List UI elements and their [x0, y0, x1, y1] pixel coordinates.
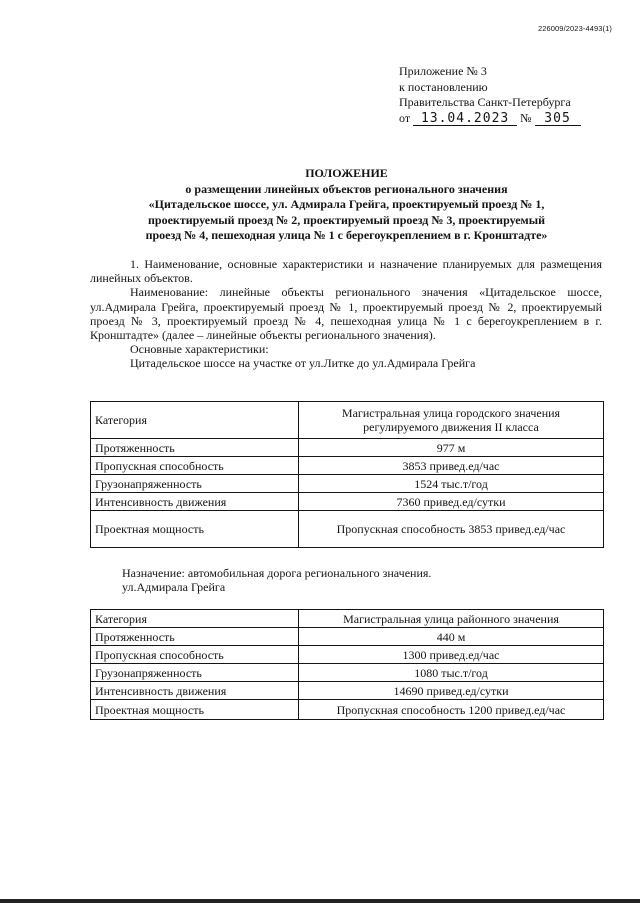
spec-table-citadel-highway — [90, 401, 604, 548]
table-cell-value: Магистральная улица городского значения регулируемого движения II класса — [299, 402, 604, 439]
title-line: проезд № 4, пешеходная улица № 1 с берегоукреплением в г. Кронштадте» — [145, 228, 548, 242]
table-cell-label: Протяженность — [91, 628, 299, 646]
paragraph: Основные характеристики: — [130, 342, 269, 357]
table-row — [91, 457, 604, 475]
spec-table-admiral-greig-street — [90, 609, 604, 720]
table-cell-value: 1080 тыс.т/год — [299, 664, 604, 682]
table-cell-label: Интенсивность движения — [91, 682, 299, 700]
table-cell-label: Пропускная способность — [91, 457, 299, 475]
table-row — [91, 610, 604, 628]
table-row — [91, 682, 604, 700]
table-cell-label: Грузонапряженность — [91, 664, 299, 682]
number-sign: № — [520, 110, 532, 125]
paragraph: 1. Наименование, основные характеристики и назначение планируемых для размещения линейных объектов. — [90, 257, 602, 286]
table-row — [91, 439, 604, 457]
table-row — [91, 628, 604, 646]
title-line: «Цитадельское шоссе, ул. Адмирала Грейга, проектируемый проезд № 1, — [148, 197, 545, 211]
document-id: 226009/2023-4493(1) — [537, 24, 612, 33]
paragraph: Наименование: линейные объекты регионального значения «Цитадельское шоссе, ул.Адмирала Грейга, проектируемый проезд № 1, проектируемый проезд № 2, проектируемый проезд № 3, проектируемый проезд № 4, пешеходная улица № 1 с берегоукреплением в г. Кронштадте» (далее – линейные объекты регионального значения). — [90, 285, 602, 343]
table-row — [91, 664, 604, 682]
paragraph: Цитадельское шоссе на участке от ул.Литке до ул.Адмирала Грейга — [130, 356, 476, 371]
table-cell-label: Интенсивность движения — [91, 493, 299, 511]
table-cell-value: 3853 привед.ед/час — [299, 457, 604, 475]
appendix-line: к постановлению — [399, 79, 488, 94]
purpose-note: Назначение: автомобильная дорога регионального значения. — [122, 566, 432, 580]
table-row — [91, 646, 604, 664]
table-row — [91, 402, 604, 439]
document-title — [95, 166, 598, 244]
resolution-number: 305 — [535, 112, 581, 126]
table-cell-label: Протяженность — [91, 439, 299, 457]
table-cell-label: Категория — [91, 402, 299, 439]
title-line: проектируемый проезд № 2, проектируемый проезд № 3, проектируемый — [148, 212, 545, 227]
table-row — [91, 511, 604, 548]
table-cell-value: 7360 привед.ед/сутки — [299, 493, 604, 511]
table-cell-value: 14690 привед.ед/сутки — [299, 682, 604, 700]
table-row — [91, 475, 604, 493]
table-cell-value: 1300 привед.ед/час — [299, 646, 604, 664]
table-row — [91, 700, 604, 720]
table-cell-label: Категория — [91, 610, 299, 628]
appendix-line: Приложение № 3 — [399, 64, 487, 78]
table-cell-label: Проектная мощность — [91, 511, 299, 548]
table-cell-value: 440 м — [299, 628, 604, 646]
table-cell-value: 1524 тыс.т/год — [299, 475, 604, 493]
table-cell-value: Пропускная способность 1200 привед.ед/час — [299, 700, 604, 720]
table-cell-label: Пропускная способность — [91, 646, 299, 664]
appendix-line: Правительства Санкт-Петербурга — [399, 95, 571, 109]
table-cell-label: Грузонапряженность — [91, 475, 299, 493]
table-cell-value: Пропускная способность 3853 привед.ед/час — [299, 511, 604, 548]
resolution-date-line — [399, 111, 581, 127]
scan-edge-divider — [0, 899, 640, 903]
appendix-block — [399, 64, 581, 126]
body-text — [90, 257, 602, 371]
from-label: от — [399, 110, 411, 125]
resolution-date: 13.04.2023 — [413, 112, 517, 126]
title-line: о размещении линейных объектов регионального значения — [185, 181, 508, 196]
title-heading: ПОЛОЖЕНИЕ — [305, 166, 388, 180]
table-cell-label: Проектная мощность — [91, 700, 299, 720]
table-cell-value: 977 м — [299, 439, 604, 457]
table-row — [91, 493, 604, 511]
table-cell-value: Магистральная улица районного значения — [299, 610, 604, 628]
section-street-name: ул.Адмирала Грейга — [122, 580, 226, 594]
